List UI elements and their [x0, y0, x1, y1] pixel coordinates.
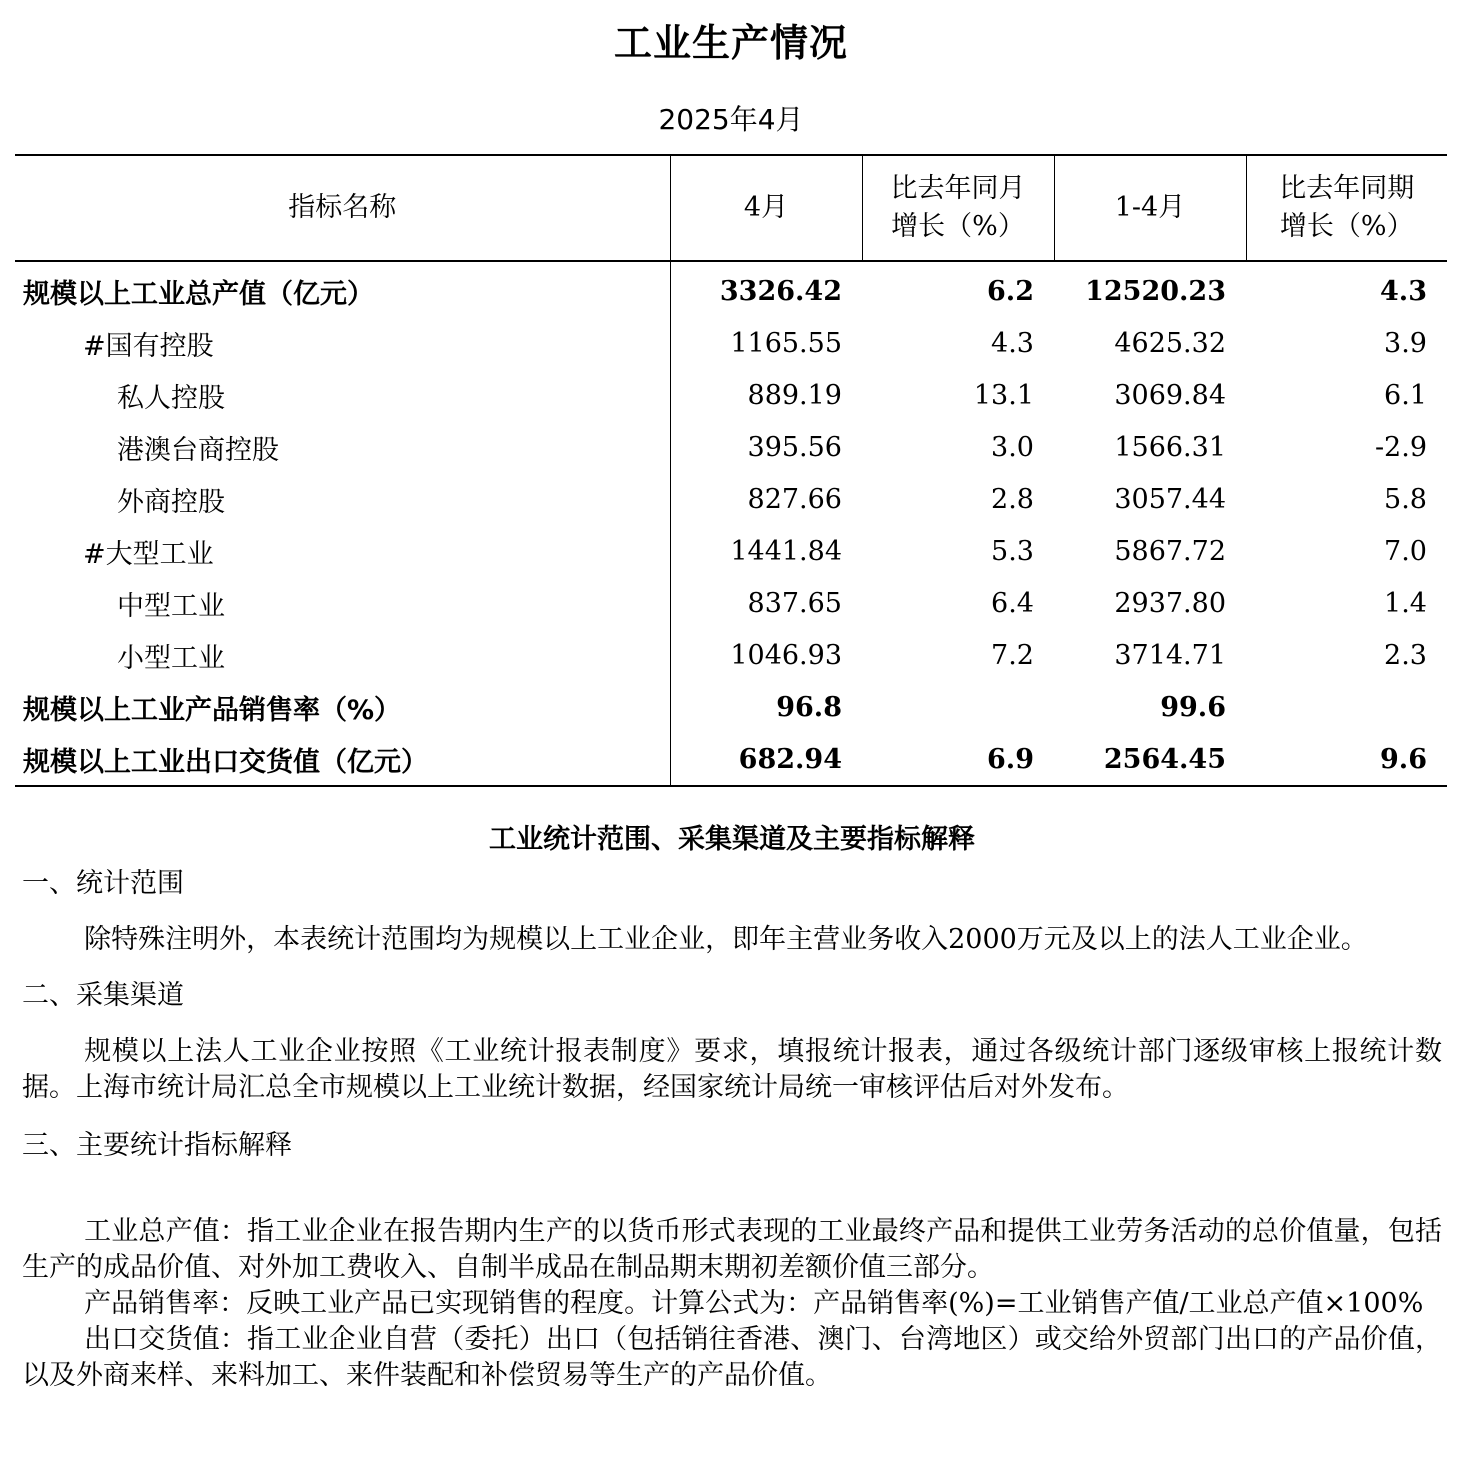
cell-ytd-growth: -2.9 — [1374, 431, 1427, 463]
cell-month: 1046.93 — [730, 639, 842, 671]
cell-ytd: 2937.80 — [1114, 587, 1226, 619]
cell-month: 1165.55 — [730, 327, 842, 359]
cell-ytd-growth: 6.1 — [1384, 379, 1427, 411]
table-row — [15, 473, 1447, 525]
header-month-growth-line1: 比去年同月 — [890, 173, 1026, 204]
header-ytd-growth-line2: 增长（%） — [1279, 211, 1414, 242]
cell-month: 96.8 — [776, 691, 842, 723]
row-name: 规模以上工业出口交货值（亿元） — [15, 733, 670, 786]
industry-stats-table — [15, 154, 1447, 787]
row-name: #国有控股 — [15, 317, 670, 369]
table-row — [15, 317, 1447, 369]
cell-month: 3326.42 — [719, 275, 842, 307]
row-name: 港澳台商控股 — [15, 421, 670, 473]
cell-month-growth: 6.2 — [987, 275, 1034, 307]
section-channel-text: 规模以上法人工业企业按照《工业统计报表制度》要求，填报统计报表，通过各级统计部门逐级审核上报统计数据。上海市统计局汇总全市规模以上工业统计数据，经国家统计局统一审核评估后对外发布。 — [22, 1036, 1442, 1103]
row-name: 规模以上工业产品销售率（%） — [15, 681, 670, 733]
cell-month: 837.65 — [747, 587, 842, 619]
cell-ytd-growth — [1246, 681, 1447, 733]
header-ytd-growth — [1246, 155, 1447, 261]
row-name: #大型工业 — [15, 525, 670, 577]
cell-ytd: 1566.31 — [1114, 431, 1226, 463]
cell-ytd-growth: 2.3 — [1384, 639, 1427, 671]
report-period: 2025年4月 — [658, 103, 804, 136]
row-name: 规模以上工业总产值（亿元） — [15, 261, 670, 317]
table-row — [15, 629, 1447, 681]
header-month-growth-line2: 增长（%） — [891, 211, 1025, 242]
cell-ytd-growth: 7.0 — [1384, 535, 1427, 567]
cell-month-growth: 4.3 — [991, 327, 1034, 359]
section-channel-title: 二、采集渠道 — [22, 980, 184, 1011]
header-ytd: 1-4月 — [1054, 155, 1246, 261]
row-name: 外商控股 — [15, 473, 670, 525]
section-scope-text: 除特殊注明外，本表统计范围均为规模以上工业企业，即年主营业务收入2000万元及以上的法人工业企业。 — [84, 924, 1368, 955]
cell-month: 1441.84 — [730, 535, 842, 567]
cell-ytd-growth: 1.4 — [1384, 587, 1427, 619]
cell-ytd: 99.6 — [1160, 691, 1226, 723]
cell-ytd-growth: 4.3 — [1380, 275, 1427, 307]
cell-ytd: 3069.84 — [1114, 379, 1226, 411]
header-month-growth — [862, 155, 1054, 261]
row-name: 中型工业 — [15, 577, 670, 629]
cell-ytd: 5867.72 — [1114, 535, 1226, 567]
cell-ytd: 12520.23 — [1085, 275, 1226, 307]
cell-ytd: 3714.71 — [1114, 639, 1226, 671]
cell-ytd: 2564.45 — [1103, 743, 1226, 775]
notes-section — [22, 822, 1442, 1394]
table-row — [15, 733, 1447, 786]
cell-month-growth: 2.8 — [991, 483, 1034, 515]
cell-month: 395.56 — [747, 431, 842, 463]
definition-sales-rate: 产品销售率：反映工业产品已实现销售的程度。计算公式为：产品销售率(%)=工业销售产值/工业总产值×100% — [84, 1288, 1424, 1319]
table-row — [15, 369, 1447, 421]
cell-month: 889.19 — [747, 379, 842, 411]
cell-month-growth: 3.0 — [991, 431, 1034, 463]
cell-ytd: 3057.44 — [1114, 483, 1226, 515]
table-row — [15, 577, 1447, 629]
cell-month: 682.94 — [738, 743, 842, 775]
table-row — [15, 681, 1447, 733]
row-name: 小型工业 — [15, 629, 670, 681]
notes-title: 工业统计范围、采集渠道及主要指标解释 — [489, 824, 975, 855]
table-row — [15, 261, 1447, 317]
cell-ytd: 4625.32 — [1114, 327, 1226, 359]
section-definitions-title: 三、主要统计指标解释 — [22, 1130, 292, 1161]
cell-month: 827.66 — [747, 483, 842, 515]
definition-gross-output: 工业总产值：指工业企业在报告期内生产的以货币形式表现的工业最终产品和提供工业劳务活动的总价值量，包括生产的成品价值、对外加工费收入、自制半成品在制品期末期初差额价值三部分。 — [22, 1216, 1442, 1283]
page-title: 工业生产情况 — [613, 21, 848, 65]
cell-month-growth — [862, 681, 1054, 733]
cell-month-growth: 6.4 — [991, 587, 1034, 619]
header-month: 4月 — [670, 155, 862, 261]
cell-month-growth: 5.3 — [991, 535, 1034, 567]
cell-month-growth: 7.2 — [991, 639, 1034, 671]
table-header-row — [15, 155, 1447, 261]
row-name: 私人控股 — [15, 369, 670, 421]
definition-export-value: 出口交货值：指工业企业自营（委托）出口（包括销往香港、澳门、台湾地区）或交给外贸部门出口的产品价值，以及外商来样、来料加工、来件装配和补偿贸易等生产的产品价值。 — [22, 1324, 1442, 1391]
cell-ytd-growth: 3.9 — [1384, 327, 1427, 359]
section-scope-title: 一、统计范围 — [22, 868, 184, 899]
cell-month-growth: 6.9 — [987, 743, 1034, 775]
cell-month-growth: 13.1 — [973, 379, 1034, 411]
header-indicator-name: 指标名称 — [15, 155, 670, 261]
cell-ytd-growth: 5.8 — [1384, 483, 1427, 515]
header-ytd-growth-line1: 比去年同期 — [1279, 173, 1415, 204]
table-row — [15, 525, 1447, 577]
table-row — [15, 421, 1447, 473]
cell-ytd-growth: 9.6 — [1380, 743, 1427, 775]
